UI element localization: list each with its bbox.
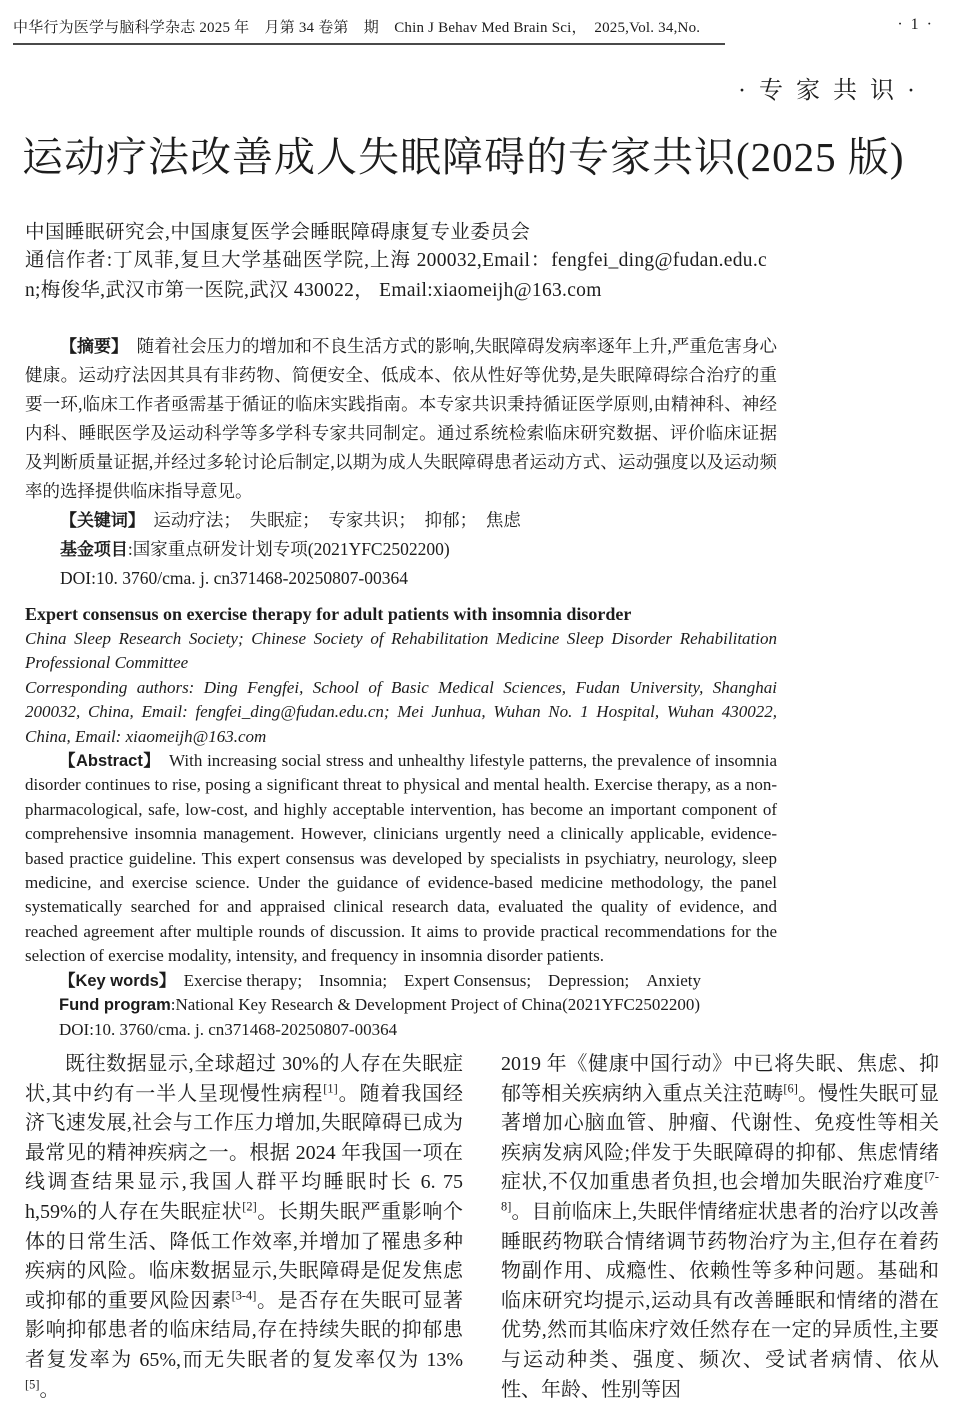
author-affiliation: 中国睡眠研究会,中国康复医学会睡眠障碍康复专业委员会	[25, 222, 531, 243]
running-head	[13, 16, 938, 50]
doi-cn: DOI:10. 3760/cma. j. cn371468-20250807-00364	[60, 568, 409, 588]
fund-program-cn: 基金项目:国家重点研发计划专项(2021YFC2502200)	[60, 539, 450, 559]
english-front-matter	[25, 601, 777, 1042]
section-label: ·专家共识·	[738, 78, 928, 104]
body-text	[25, 1050, 939, 1405]
fund-program-en: Fund program:National Key Research & Development Project of China(2021YFC2502200)	[59, 995, 700, 1015]
body-paragraph-right: 2019 年《健康中国行动》中已将失眠、焦虑、抑郁等相关疾病纳入重点关注范畴[6]。慢性失眠可显著增加心脑血管、肿瘤、代谢性、免疫性等相关疾病发病风险;伴发于失眠障碍的抑郁、焦虑情绪症状,不仅加重患者负担,也会增加失眠治疗难度[7-8]。目前临床上,失眠伴情绪症状患者的治疗以改善睡眠药物联合情绪调节药物治疗为主,但存在着药物副作用、成瘾性、依赖性等多种问题。基础和临床研究均提示,运动具有改善睡眠和情绪的潜在优势,然而其临床疗效任然存在一定的异质性,主要与运动种类、强度、频次、受试者病情、依从性、年龄、性别等因	[501, 1053, 940, 1401]
doi-en: DOI:10. 3760/cma. j. cn371468-20250807-00364	[59, 1019, 398, 1039]
article-title: 运动疗法改善成人失眠障碍的专家共识(2025 版)	[22, 134, 905, 180]
body-column-left	[25, 1050, 463, 1405]
abstract-cn: 【摘要】 随着社会压力的增加和不良生活方式的影响,失眠障碍发病率逐年上升,严重危害身心健康。运动疗法因其具有非药物、简便安全、低成本、依从性好等优势,是失眠障碍综合治疗的重要一环,临床工作者亟需基于循证的临床实践指南。本专家共识秉持循证医学原则,由精神科、神经内科、睡眠医学及运动科学等多学科专家共同制定。通过系统检索临床研究数据、评价临床证据及判断质量证据,并经过多轮讨论后制定,以期为成人失眠障碍患者运动方式、运动强度以及运动频率的选择提供临床指导意见。	[25, 336, 778, 501]
article-title-en: Expert consensus on exercise therapy for adult patients with insomnia disorder	[25, 604, 632, 624]
abstract-en: 【Abstract】 With increasing social stress and unhealthy lifestyle patterns, the prevalence of insomnia disorder continues to rise, posing a significant threat to physical and mental health. Exercise therapy, as a non-pharmacological, safe, low-cost, and highly acceptable intervention, has become an important component of comprehensive insomnia management. However, clinicians urgently need a clinically applicable, evidence-based practice guideline. This expert consensus was developed by specialists in psychiatry, neurology, sleep medicine, and exercise science. Under the guidance of evidence-based medicine methodology, the panel systematically searched for and appraised clinical research data, evaluated the quality of evidence, and reached agreement after multiple rounds of discussion. It aims to provide practical recommendations for the selection of exercise modality, intensity, and frequency in insomnia disorder patients.	[25, 751, 777, 966]
journal-title-line: 中华行为医学与脑科学杂志 2025 年 月第 34 卷第 期 Chin J Behav Med Brain Sci， 2025,Vol. 34,No.	[13, 16, 725, 45]
body-column-right	[501, 1050, 939, 1405]
body-paragraph-left: 既往数据显示,全球超过 30%的人存在失眠症状,其中约有一半人呈现慢性病程[1]。随着我国经济飞速发展,社会与工作压力增加,失眠障碍已成为最常见的精神疾病之一。根据 2024 年我国一项在线调查结果显示,我国人群平均睡眠时长 6. 75 h,59%的人存在失眠症状[2]。长期失眠严重影响个体的日常生活、降低工作效率,并增加了罹患多种疾病的风险。临床数据显示,失眠障碍是促发焦虑或抑郁的重要风险因素[3-4]。是否存在失眠可显著影响抑郁患者的临床结局,存在持续失眠的抑郁患者复发率为 65%,而无失眠者的复发率仅为 13%[5]。	[25, 1053, 464, 1401]
page-number: · 1 ·	[897, 16, 934, 33]
corresponding-authors-cn: 通信作者:丁凤菲,复旦大学基础医学院,上海 200032,Email：fengfei_ding@fudan.edu.cn;梅俊华,武汉市第一医院,武汉 430022， Email:xiaomeijh@163.com	[25, 250, 767, 301]
keywords-en: 【Key words】 Exercise therapy; Insomnia; Expert Consensus; Depression; Anxiety	[59, 970, 702, 990]
corresponding-authors-en: Corresponding authors: Ding Fengfei, School of Basic Medical Sciences, Fudan University, Shanghai 200032, China, Email: fengfei_ding@fudan.edu.cn; Mei Junhua, Wuhan No. 1 Hospital, Wuhan 430022, China, Email: xiaomeijh@163.com	[25, 677, 777, 746]
chinese-front-matter	[25, 332, 777, 593]
keywords-cn: 【关键词】 运动疗法； 失眠症； 专家共识； 抑郁； 焦虑	[60, 510, 521, 530]
author-affiliation-en: China Sleep Research Society; Chinese Society of Rehabilitation Medicine Sleep Disorder Rehabilitation Professional Committee	[25, 629, 777, 673]
